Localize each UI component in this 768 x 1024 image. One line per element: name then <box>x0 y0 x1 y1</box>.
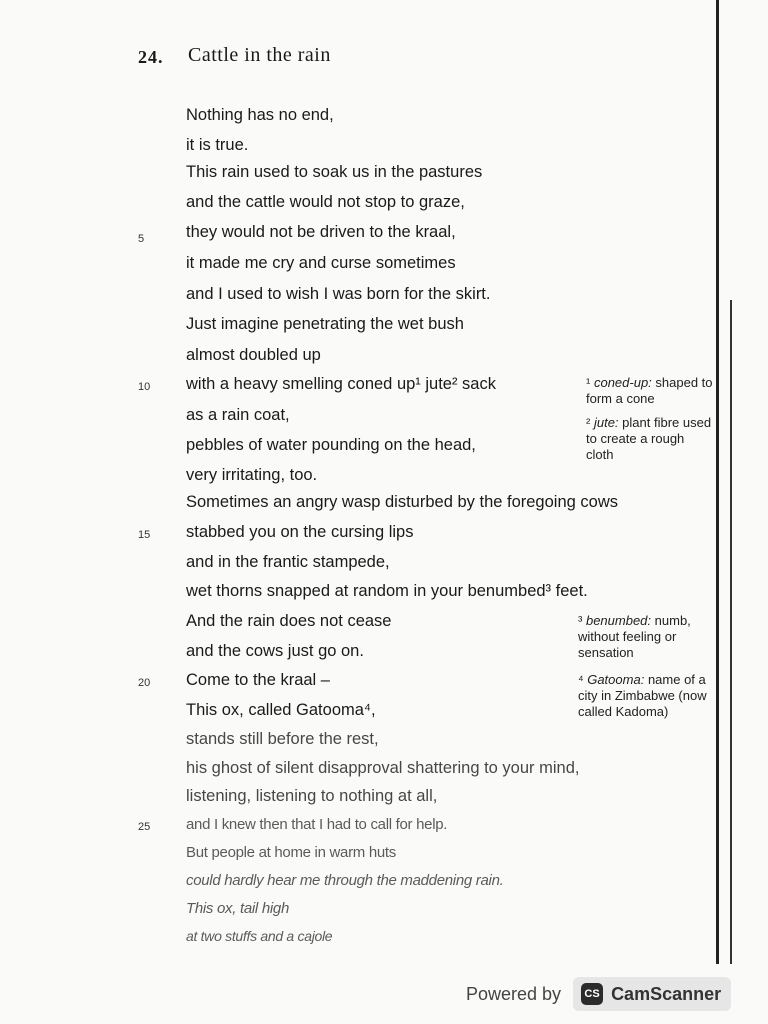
line-number: 25 <box>138 821 151 833</box>
poem-line: his ghost of silent disapproval shattering to your mind, <box>186 759 580 777</box>
poem-line: This rain used to soak us in the pastures <box>186 163 483 181</box>
poem-line: Sometimes an angry wasp disturbed by the foregoing cows <box>186 493 618 511</box>
poem-line: Come to the kraal – <box>186 671 330 689</box>
camscanner-logo-icon: CS <box>581 983 603 1005</box>
poem-title: Cattle in the rain <box>188 44 331 66</box>
page-edge-line <box>716 0 719 964</box>
footnote <box>586 415 714 463</box>
poem-line: This ox, tail high <box>186 900 289 917</box>
poem-line: with a heavy smelling coned up¹ jute² sack <box>186 375 496 393</box>
poem-line: and I knew then that I had to call for help. <box>186 816 448 833</box>
poem-line: and in the frantic stampede, <box>186 553 390 571</box>
poem-line: Just imagine penetrating the wet bush <box>186 315 464 333</box>
footnote-mark: ⁴ <box>578 672 584 687</box>
poem-number: 24. <box>138 47 164 67</box>
poem-line: But people at home in warm huts <box>186 844 396 861</box>
poem-line: as a rain coat, <box>186 406 290 424</box>
poem-line: very irritating, too. <box>186 466 318 484</box>
poem-line: stands still before the rest, <box>186 730 379 748</box>
poem-line: and the cows just go on. <box>186 642 364 660</box>
poem-line: pebbles of water pounding on the head, <box>186 436 476 454</box>
footnote <box>578 613 714 661</box>
footnote <box>586 375 714 407</box>
footnote-term: jute: <box>593 415 619 430</box>
poem-line: almost doubled up <box>186 346 321 364</box>
poem-line: could hardly hear me through the maddening rain. <box>186 872 504 889</box>
poem-line: it is true. <box>186 136 249 154</box>
poem-line: This ox, called Gatooma⁴, <box>186 701 376 719</box>
footnote <box>578 672 714 720</box>
footnote-text: name of a city in Zimbabwe (now called Kadoma) <box>578 672 707 719</box>
poem-line: at two stuffs and a cajole <box>186 928 333 944</box>
poem-line: it made me cry and curse sometimes <box>186 254 456 272</box>
page-edge-line <box>730 300 732 964</box>
footnote-text: numb, without feeling or sensation <box>578 613 691 660</box>
poem-line: and I used to wish I was born for the skirt. <box>186 285 491 303</box>
footnote-term: benumbed: <box>585 613 652 628</box>
poem-line: listening, listening to nothing at all, <box>186 787 438 805</box>
footnote-term: Gatooma: <box>587 672 645 687</box>
footnote-mark: ¹ <box>586 375 591 390</box>
powered-by-label: Powered by <box>466 983 562 1004</box>
camscanner-badge <box>573 977 731 1011</box>
footnote-term: coned-up: <box>593 375 652 390</box>
line-number: 20 <box>138 677 151 689</box>
poem-line: they would not be driven to the kraal, <box>186 223 456 241</box>
poem-line: and the cattle would not stop to graze, <box>186 193 465 211</box>
footnote-text: plant fibre used to create a rough cloth <box>586 415 712 462</box>
camscanner-brand: CamScanner <box>611 983 722 1004</box>
line-number: 15 <box>138 529 151 541</box>
line-number: 5 <box>138 233 145 245</box>
footnote-mark: ³ <box>578 613 583 628</box>
poem-line: stabbed you on the cursing lips <box>186 523 414 541</box>
line-number: 10 <box>138 381 151 393</box>
scanner-watermark <box>466 976 731 1012</box>
footnote-mark: ² <box>586 415 591 430</box>
poem-line: wet thorns snapped at random in your benumbed³ feet. <box>186 582 588 600</box>
poem-line: Nothing has no end, <box>186 106 334 124</box>
footnote-text: shaped to form a cone <box>586 375 713 406</box>
poem-line: And the rain does not cease <box>186 612 392 630</box>
